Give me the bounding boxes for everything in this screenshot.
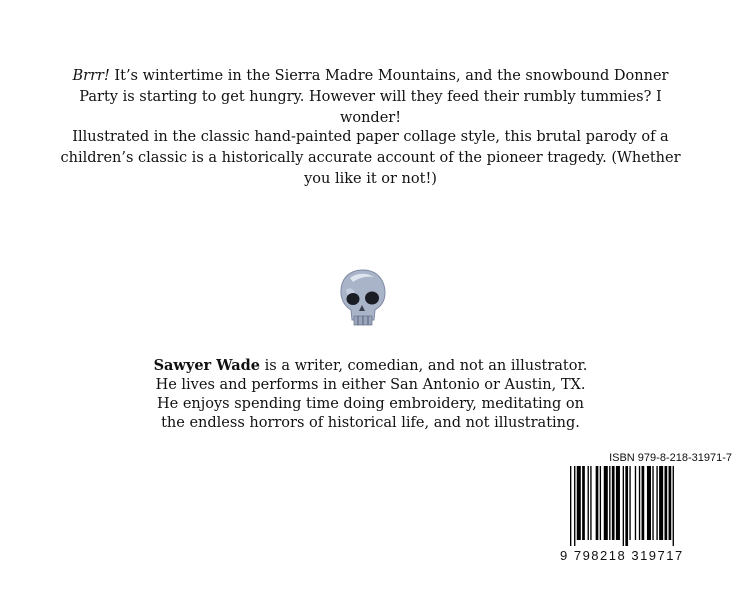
barcode-bar xyxy=(609,466,610,540)
barcode-bar xyxy=(588,466,589,540)
barcode-bar xyxy=(570,466,571,546)
blurb-paragraph-2: Illustrated in the classic hand-painted paper collage style, this brutal parody of a children’s classic is a historically accurate account of the pioneer tragedy. (Whether you like it or not!) xyxy=(60,129,681,187)
blurb-paragraph-1 xyxy=(60,66,681,129)
barcode-bar xyxy=(600,466,601,540)
barcode-digits: 9 798218 319717 xyxy=(560,548,684,563)
barcode-bar xyxy=(652,466,653,540)
barcode-bar xyxy=(659,466,663,540)
author-bio xyxy=(60,356,681,433)
barcode-bar xyxy=(647,466,651,540)
barcode-bar xyxy=(590,466,591,540)
barcode-bar xyxy=(635,466,636,540)
blurb-intro-text: It’s wintertime in the Sierra Madre Mountains, and the snowbound Donner Party is starting to get hungry. However will they feed their rumbly tummies? I wonder! xyxy=(79,68,669,126)
author-name: Sawyer Wade xyxy=(153,357,261,374)
barcode-bar xyxy=(656,466,657,540)
barcode-bar xyxy=(604,466,608,540)
barcode-bar xyxy=(625,466,628,546)
author-bio-line-3: He enjoys spending time doing embroidery, meditating on xyxy=(157,396,584,412)
author-bio-line-4: the endless horrors of historical life, and not illustrating. xyxy=(161,415,580,431)
barcode-bar xyxy=(639,466,640,540)
barcode-bar xyxy=(642,466,645,540)
barcode-icon xyxy=(568,466,732,546)
barcode-bar xyxy=(616,466,620,540)
barcode-bar xyxy=(574,466,575,546)
blurb-intro-exclaim: Brrr! xyxy=(72,68,110,84)
author-bio-line-1 xyxy=(60,356,681,376)
barcode-bar xyxy=(582,466,585,540)
isbn-label: ISBN 979-8-218-31971-7 xyxy=(609,452,732,464)
author-bio-line-2: He lives and performs in either San Antonio or Austin, TX. xyxy=(155,377,586,393)
barcode-bar xyxy=(629,466,630,540)
barcode-bar xyxy=(612,466,615,540)
barcode-bar xyxy=(596,466,599,540)
skull-icon xyxy=(338,268,388,330)
barcode-bar xyxy=(669,466,672,540)
barcode-bar xyxy=(577,466,581,540)
barcode-bar xyxy=(673,466,674,546)
barcode-bar xyxy=(623,466,624,546)
barcode-bar xyxy=(665,466,668,540)
author-bio-text-1: is a writer, comedian, and not an illustrator. xyxy=(260,358,588,374)
